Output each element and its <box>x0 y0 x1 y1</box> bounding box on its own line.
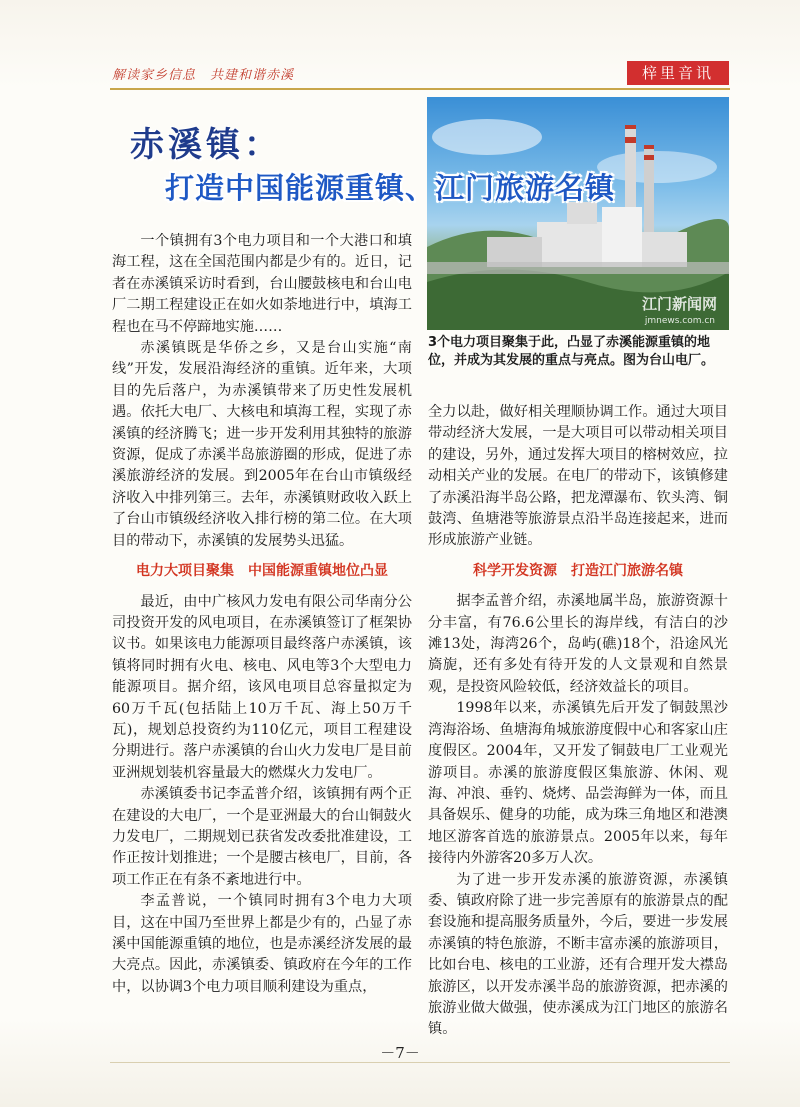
photo-watermark-url: jmnews.com.cn <box>644 316 715 326</box>
paragraph: 为了进一步开发赤溪的旅游资源，赤溪镇委、镇政府除了进一步完善原有的旅游景点的配套设施和提高服务质量外，今后，要进一步发展赤溪镇的特色旅游，不断丰富赤溪的旅游项目，比如台电、核电的工业游，还有合理开发大襟岛旅游区，以开发赤溪半岛的旅游资源，把赤溪的旅游业做大做强，使赤溪成为江门地区的旅游名镇。 <box>428 871 728 1038</box>
header-slogan: 解读家乡信息 共建和谐赤溪 <box>112 68 295 83</box>
section-tag: 梓里音讯 <box>627 61 729 85</box>
paragraph: 赤溪镇委书记李孟普介绍，该镇拥有两个正在建设的大电厂，一个是亚洲最大的台山铜鼓火力发电厂，二期规划已获省发改委批准建设，工作正按计划推进；一个是腰古核电厂，目前，各项工作正在有条不紊地进行中。 <box>112 786 412 888</box>
article-title: 赤溪镇： <box>130 125 282 165</box>
article-subtitle: 打造中国能源重镇、江门旅游名镇 <box>165 171 616 205</box>
paragraph: 1998年以来，赤溪镇先后开发了铜鼓黑沙湾海浴场、鱼塘海角城旅游度假中心和客家山庄度假区。2004年，又开发了铜鼓电厂工业观光游项目。赤溪的旅游度假区集旅游、休闲、观海、冲浪、垂钓、烧烤、品尝海鲜为一体，而且具备娱乐、健身的功能，成为珠三角地区和港澳地区游客首选的旅游景点。2005年以来，每年接待内外游客20多万人次。 <box>428 700 728 867</box>
paragraph: 一个镇拥有3个电力项目和一个大港口和填海工程，这在全国范围内都是少有的。近日，记者在赤溪镇采访时看到，台山腰鼓核电和台山电厂二期工程建设正在如火如荼地进行中，填海工程也在马不停蹄地实施…… <box>112 233 412 335</box>
section-subhead: 电力大项目聚集 中国能源重镇地位凸显 <box>136 563 388 580</box>
paragraph: 全力以赴，做好相关理顺协调工作。通过大项目带动经济大发展，一是大项目可以带动相关项目的建设，另外，通过发挥大项目的榕树效应，拉动相关产业的发展。在电厂的带动下，该镇修建了赤溪沿海半岛公路，把龙潭瀑布、钦头湾、铜鼓湾、鱼塘港等旅游景点沿半岛连接起来，进而形成旅游产业链。 <box>428 404 728 549</box>
page-number: －7－ <box>380 1044 420 1062</box>
paragraph: 李孟普说，一个镇同时拥有3个电力大项目，这在中国乃至世界上都是少有的，凸显了赤溪中国能源重镇的地位，也是赤溪经济发展的最大亮点。因此，赤溪镇委、镇政府在今年的工作中，以协调3个电力项目顺利建设为重点， <box>112 893 412 995</box>
power-plant-photo <box>427 97 729 330</box>
photo-watermark: 江门新闻网 <box>641 295 717 313</box>
paragraph: 赤溪镇既是华侨之乡，又是台山实施“南线”开发，发展沿海经济的重镇。近年来，大项目的先后落户，为赤溪镇带来了历史性发展机遇。依托大电厂、大核电和填海工程，实现了赤溪镇的经济腾飞；进一步开发利用其独特的旅游资源，促成了赤溪半岛旅游圈的形成，促进了赤溪旅游经济的发展。到2005年在台山市镇级经济收入中排列第三。去年，赤溪镇财政收入跃上了台山市镇级经济收入排行榜的第二位。在大项目的带动下，赤溪镇的发展势头迅猛。 <box>112 340 412 549</box>
header-divider <box>110 88 730 90</box>
photo-caption: 3个电力项目聚集于此，凸显了赤溪能源重镇的地位，并成为其发展的重点与亮点。图为台山电厂。 <box>428 335 715 368</box>
footer-divider <box>110 1062 730 1063</box>
section-subhead: 科学开发资源 打造江门旅游名镇 <box>473 562 683 579</box>
right-column <box>428 402 728 1041</box>
left-column <box>112 231 412 998</box>
paragraph: 据李孟普介绍，赤溪地属半岛，旅游资源十分丰富，有76.6公里长的海岸线，有洁白的沙滩13处，海湾26个，岛屿(礁)18个，沿途风光旖旎，还有多处有待开发的人文景观和自然景观，是投资风险较低，经济效益长的项目。 <box>428 593 728 695</box>
paragraph: 最近，由中广核风力发电有限公司华南分公司投资开发的风电项目，在赤溪镇签订了框架协议书。如果该电力能源项目最终落户赤溪镇，该镇将同时拥有火电、核电、风电等3个大型电力能源项目。据介绍，该风电项目总容量拟定为60万千瓦(包括陆上10万千瓦、海上50万千瓦)，规划总投资约为110亿元，项目工程建设分期进行。落户赤溪镇的台山火力发电厂是目前亚洲规划装机容量最大的燃煤火力发电厂。 <box>112 593 412 781</box>
